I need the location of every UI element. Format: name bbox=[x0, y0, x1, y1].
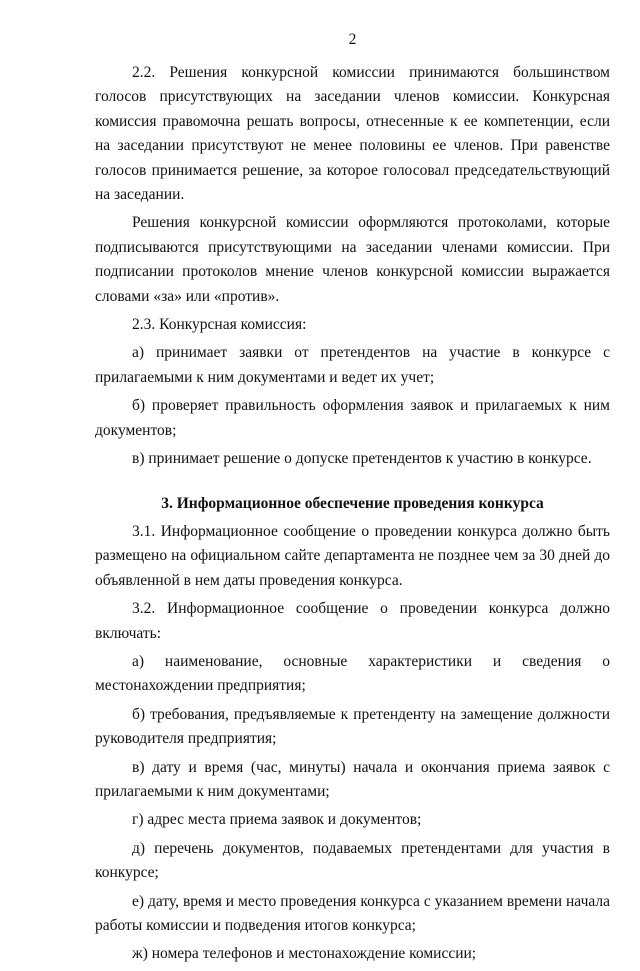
page-number: 2 bbox=[348, 31, 357, 48]
list-item-g: г) адрес места приема заявок и документов; bbox=[132, 811, 422, 829]
list-item-b: б) требования, предъявляемые к претенденту на замещение должности руководителя предприятия; bbox=[95, 705, 610, 748]
list-item-a: а) наименование, основные характеристики и сведения о местонахождении предприятия; bbox=[95, 652, 610, 695]
paragraph-2-3: 2.3. Конкурсная комиссия: bbox=[132, 316, 307, 334]
paragraph-3-1: 3.1. Информационное сообщение о проведении конкурса должно быть размещено на официальном сайте департамента не позднее чем за 30 дней до объявленной в нем даты проведения конкурса. bbox=[95, 522, 610, 589]
document-page bbox=[95, 0, 610, 963]
paragraph-protocols: Решения конкурсной комиссии оформляются протоколами, которые подписываются присутствующими на заседании членами комиссии. При подписании протоколов мнение членов конкурсной комиссии выражается словами «за» или «против». bbox=[95, 214, 610, 305]
list-item-a: а) принимает заявки от претендентов на участие в конкурсе с прилагаемыми к ним документами и ведет их учет; bbox=[95, 344, 610, 386]
paragraph-2-2: 2.2. Решения конкурсной комиссии принимаются большинством голосов присутствующих на заседании членов комиссии. Конкурсная комиссия правомочна решать вопросы, отнесенные к ее компетенции, если на заседании присутствуют не менее половины ее членов. При равенстве голосов принимается решение, за которое голосовал председательствующий на заседании. bbox=[95, 64, 610, 204]
section-heading: 3. Информационное обеспечение проведения конкурса bbox=[161, 494, 544, 512]
paragraph-3-2: 3.2. Информационное сообщение о проведении конкурса должно включать: bbox=[95, 600, 610, 642]
list-item-e: е) дату, время и место проведения конкурса с указанием времени начала работы комиссии и подведения итогов конкурса; bbox=[95, 892, 610, 934]
list-item-v: в) принимает решение о допуске претендентов к участию в конкурсе. bbox=[132, 450, 592, 468]
list-item-d: д) перечень документов, подаваемых претендентами для участия в конкурсе; bbox=[95, 839, 610, 882]
document-body bbox=[95, 61, 610, 971]
list-item-zh: ж) номера телефонов и местонахождение комиссии; bbox=[132, 945, 477, 963]
list-item-b: б) проверяет правильность оформления заявок и прилагаемых к ним документов; bbox=[95, 397, 610, 439]
list-item-v: в) дату и время (час, минуты) начала и окончания приема заявок с прилагаемыми к ним документами; bbox=[95, 758, 610, 800]
